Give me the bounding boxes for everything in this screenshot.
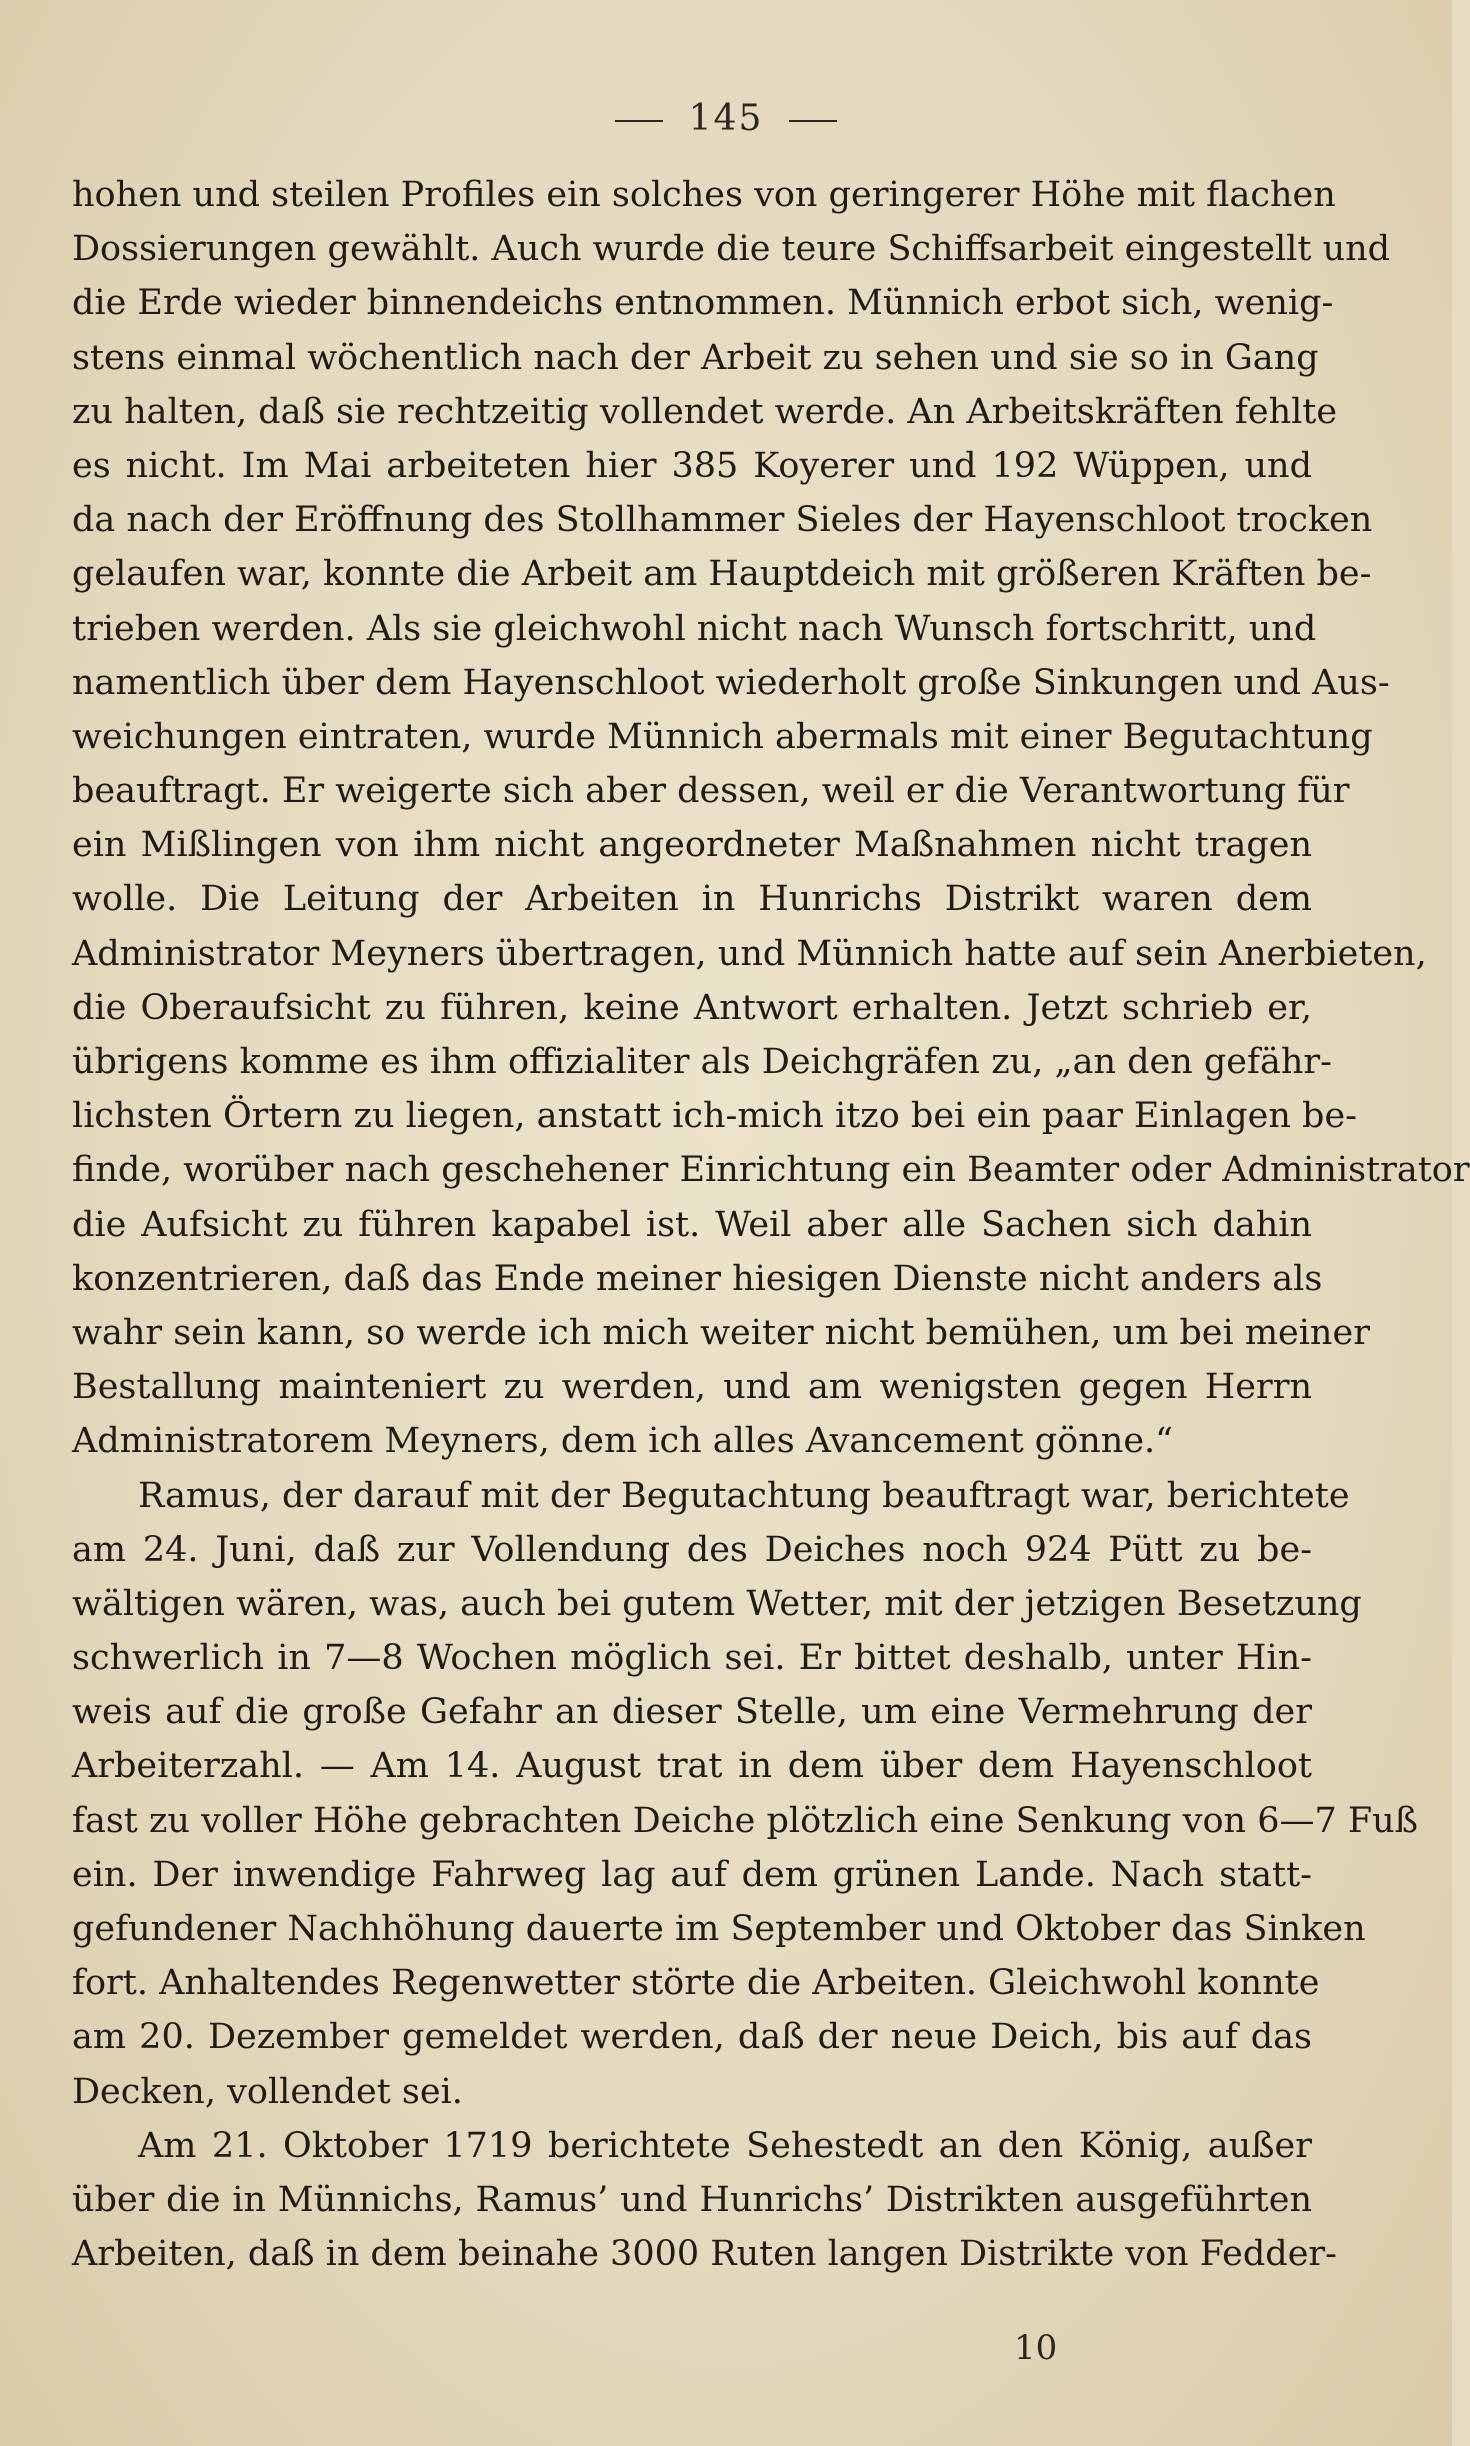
text-line: Arbeiterzahl. — Am 14. August trat in dem über dem Hayenschloot xyxy=(72,1746,1312,1787)
text-line: fast zu voller Höhe gebrachten Deiche plötzlich eine Senkung von 6—7 Fuß xyxy=(72,1800,1419,1841)
text-line: schwerlich in 7—8 Wochen möglich sei. Er bittet deshalb, unter Hin- xyxy=(72,1638,1312,1679)
text-line: über die in Münnichs, Ramus’ und Hunrichs’ Distrikten ausgeführten xyxy=(72,2179,1312,2220)
header-dash-left xyxy=(615,120,663,122)
text-line: Decken, vollendet sei. xyxy=(72,2071,463,2112)
text-line: es nicht. Im Mai arbeiteten hier 385 Koyerer und 192 Wüppen, und xyxy=(72,445,1312,486)
text-line: hohen und steilen Profiles ein solches von geringerer Höhe mit flachen xyxy=(72,175,1336,215)
signature-mark: 10 xyxy=(1014,2328,1058,2368)
text-line: gelaufen war, konnte die Arbeit am Hauptdeich mit größeren Kräften be- xyxy=(72,554,1372,595)
text-line: fort. Anhaltendes Regenwetter störte die Arbeiten. Gleichwohl konnte xyxy=(72,1963,1320,2004)
text-line: lichsten Örtern zu liegen, anstatt ich-mich itzo bei ein paar Einlagen be- xyxy=(72,1096,1358,1137)
text-line: gefundener Nachhöhung dauerte im September und Oktober das Sinken xyxy=(72,1909,1366,1949)
text-line: beauftragt. Er weigerte sich aber dessen, weil er die Verantwortung für xyxy=(72,771,1350,812)
text-line: Administratorem Meyners, dem ich alles Avancement gönne.“ xyxy=(72,1421,1174,1462)
text-line: namentlich über dem Hayenschloot wiederholt große Sinkungen und Aus- xyxy=(72,662,1390,703)
text-line: ein Mißlingen von ihm nicht angeordneter Maßnahmen nicht tragen xyxy=(72,825,1312,866)
text-line: finde, worüber nach geschehener Einrichtung ein Beamter oder Administrator xyxy=(72,1150,1470,1191)
text-line: Administrator Meyners übertragen, und Münnich hatte auf sein Anerbieten, xyxy=(72,933,1427,974)
text-line: am 20. Dezember gemeldet werden, daß der neue Deich, bis auf das xyxy=(72,2017,1312,2058)
text-line: wolle. Die Leitung der Arbeiten in Hunrichs Distrikt waren dem xyxy=(72,879,1312,920)
text-line: Am 21. Oktober 1719 berichtete Sehestedt an den König, außer xyxy=(138,2125,1312,2166)
text-line: Dossierungen gewählt. Auch wurde die teure Schiffsarbeit eingestellt und xyxy=(72,229,1391,270)
page-number: 145 xyxy=(688,98,764,139)
text-line: Arbeiten, daß in dem beinahe 3000 Ruten langen Distrikte von Fedder- xyxy=(72,2234,1337,2275)
text-line: ein. Der inwendige Fahrweg lag auf dem grünen Lande. Nach statt- xyxy=(72,1854,1312,1895)
text-line: zu halten, daß sie rechtzeitig vollendet werde. An Arbeitskräften fehlte xyxy=(72,391,1338,432)
text-line: konzentrieren, daß das Ende meiner hiesigen Dienste nicht anders als xyxy=(72,1258,1323,1299)
text-line: da nach der Eröffnung des Stollhammer Sieles der Hayenschloot trocken xyxy=(72,500,1373,541)
text-line: weis auf die große Gefahr an dieser Stelle, um eine Vermehrung der xyxy=(72,1692,1312,1733)
page-header xyxy=(0,98,1452,139)
body-text xyxy=(72,168,1470,2281)
text-line: Ramus, der darauf mit der Begutachtung beauftragt war, berichtete xyxy=(138,1475,1350,1516)
text-line: die Erde wieder binnendeichs entnommen. Münnich erbot sich, wenig- xyxy=(72,283,1334,324)
text-line: die Oberaufsicht zu führen, keine Antwort erhalten. Jetzt schrieb er, xyxy=(72,987,1312,1028)
text-line: weichungen eintraten, wurde Münnich abermals mit einer Begutachtung xyxy=(72,716,1373,757)
header-dash-right xyxy=(789,120,837,122)
text-line: übrigens komme es ihm offizialiter als Deichgräfen zu, „an den gefähr- xyxy=(72,1042,1332,1082)
text-line: wältigen wären, was, auch bei gutem Wetter, mit der jetzigen Besetzung xyxy=(72,1583,1362,1624)
text-line: die Aufsicht zu führen kapabel ist. Weil aber alle Sachen sich dahin xyxy=(72,1204,1312,1245)
text-line: am 24. Juni, daß zur Vollendung des Deiches noch 924 Pütt zu be- xyxy=(72,1529,1312,1570)
text-line: stens einmal wöchentlich nach der Arbeit zu sehen und sie so in Gang xyxy=(72,337,1319,378)
text-line: wahr sein kann, so werde ich mich weiter nicht bemühen, um bei meiner xyxy=(72,1312,1370,1353)
text-line: Bestallung mainteniert zu werden, und am wenigsten gegen Herrn xyxy=(72,1367,1312,1408)
text-line: trieben werden. Als sie gleichwohl nicht nach Wunsch fortschritt, und xyxy=(72,608,1317,649)
